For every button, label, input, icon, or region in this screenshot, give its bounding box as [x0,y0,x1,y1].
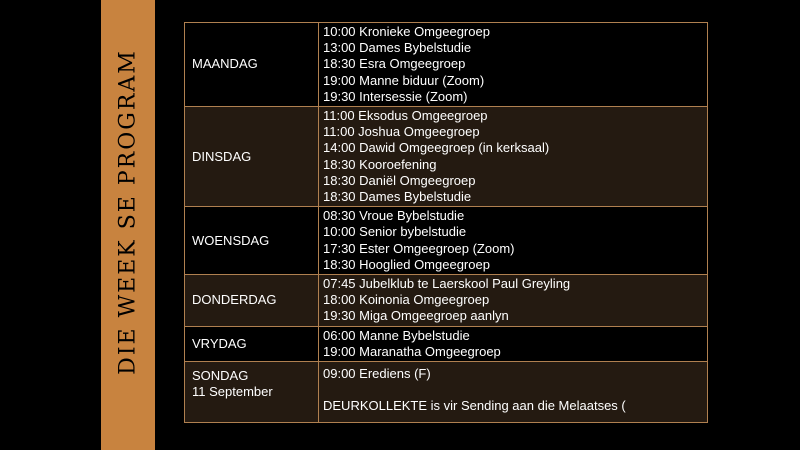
day-label [185,362,319,423]
day-label: VRYDAG [185,326,319,361]
collection-note: DEURKOLLEKTE is vir Sending aan die Melaatses ( [323,398,626,414]
spacer [323,382,703,398]
event-item: 09:00 Erediens (F) [323,366,431,382]
event-item: 13:00 Dames Bybelstudie [323,40,472,56]
schedule-row-woensdag [185,207,708,275]
event-list [319,275,708,327]
event-item: 14:00 Dawid Omgeegroep (in kerksaal) [323,140,550,156]
event-item: 10:00 Senior bybelstudie [323,224,467,240]
event-item: 19:30 Miga Omgeegroep aanlyn [323,308,509,324]
event-item: 18:00 Koinonia Omgeegroep [323,292,490,308]
event-item: 19:30 Intersessie (Zoom) [323,88,468,104]
day-label: MAANDAG [185,23,319,107]
event-item: 17:30 Ester Omgeegroep (Zoom) [323,240,515,256]
event-item: 08:30 Vroue Bybelstudie [323,208,465,224]
day-date: 11 September [192,384,273,400]
day-name: SONDAG [192,368,249,384]
schedule-row-donderdag [185,275,708,327]
schedule-row-vrydag [185,326,708,361]
event-item: 07:45 Jubelklub te Laerskool Paul Greyling [323,276,571,292]
event-item: 11:00 Joshua Omgeegroep [323,124,480,140]
event-list [319,326,708,361]
event-item: 18:30 Dames Bybelstudie [323,189,472,205]
event-item: 10:00 Kronieke Omgeegroep [323,24,490,39]
event-item: 19:00 Maranatha Omgeegroep [323,343,501,359]
event-item: 19:00 Manne biduur (Zoom) [323,72,485,88]
schedule-row-maandag [185,23,708,107]
day-label: DONDERDAG [185,275,319,327]
event-item: 11:00 Eksodus Omgeegroep [323,108,488,124]
event-list [319,107,708,207]
event-item: 18:30 Esra Omgeegroep [323,56,466,72]
schedule-row-sondag [185,362,708,423]
event-item: 06:00 Manne Bybelstudie [323,327,470,343]
event-item: 18:30 Kooroefening [323,156,437,172]
day-label: DINSDAG [185,107,319,207]
event-item: 18:30 Daniël Omgeegroep [323,172,476,188]
event-list [319,207,708,275]
schedule-row-dinsdag [185,107,708,207]
event-list [319,362,708,423]
page-title: DIE WEEK SE PROGRAM [115,49,141,375]
event-item: 18:30 Hooglied Omgeegroep [323,256,490,272]
weekly-schedule-table [184,22,708,423]
day-label: WOENSDAG [185,207,319,275]
event-list [319,23,708,107]
